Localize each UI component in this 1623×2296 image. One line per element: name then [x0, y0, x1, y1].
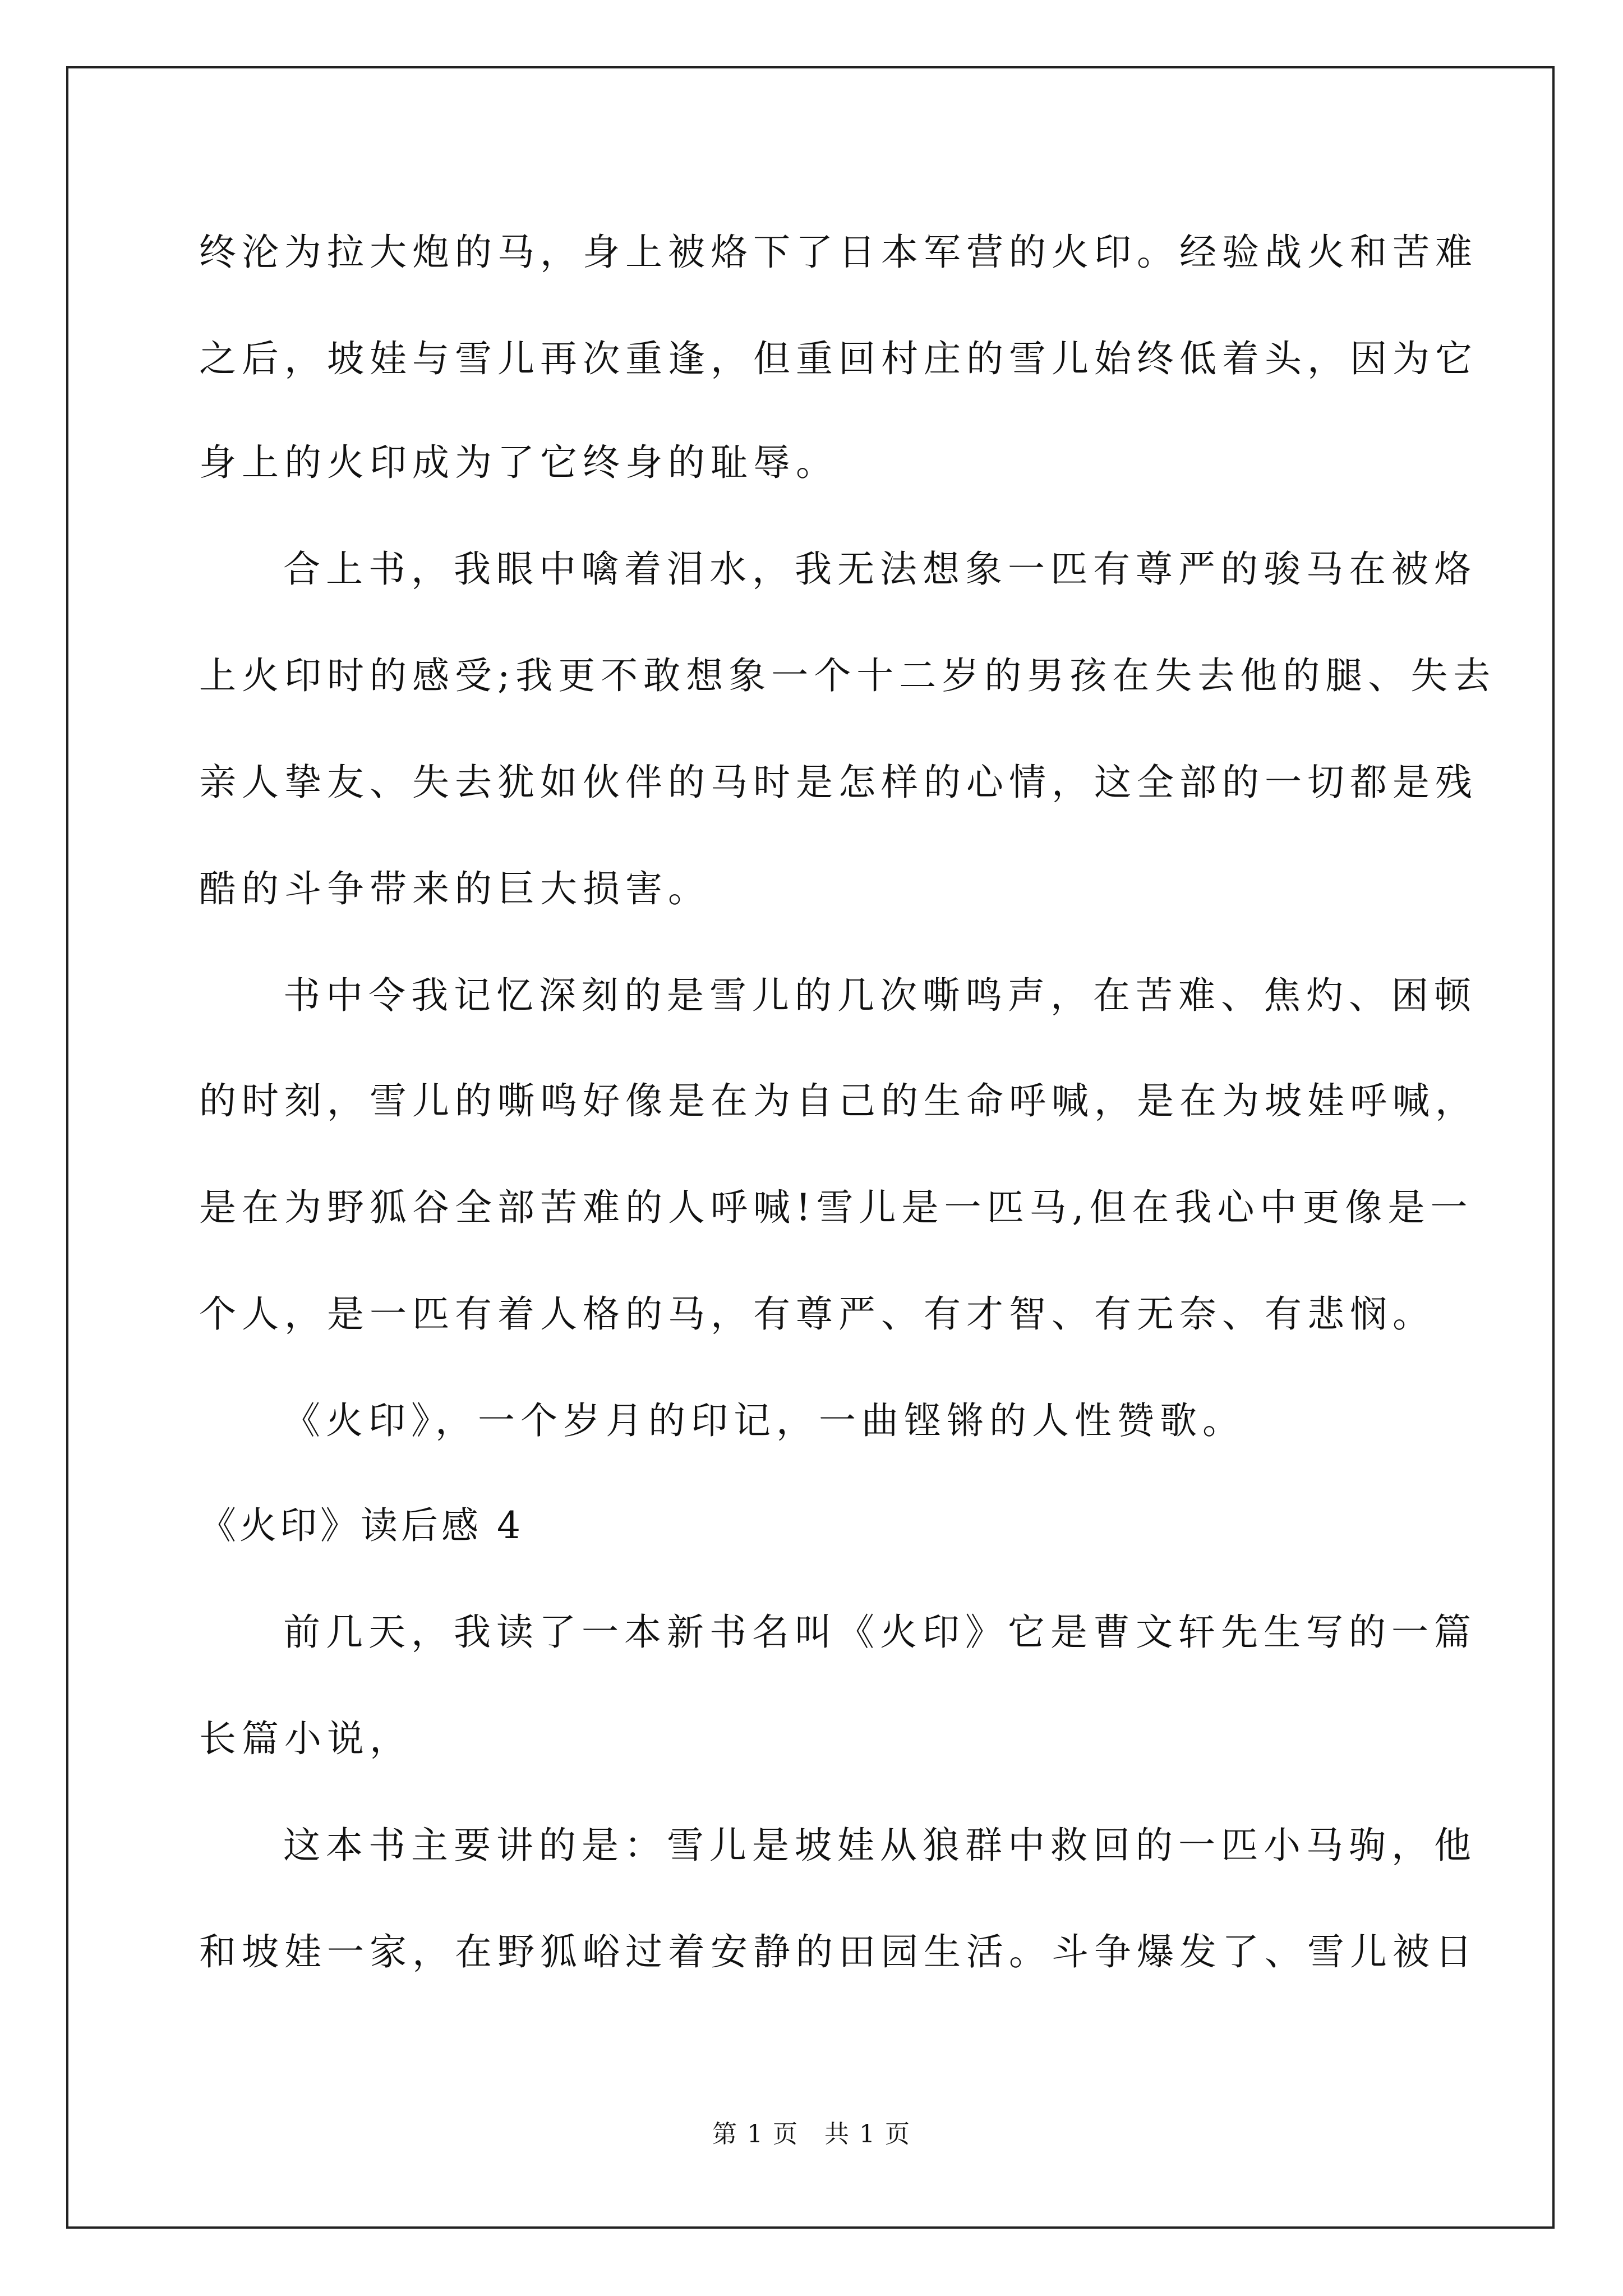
section-heading: 《火印》读后感 4 — [199, 1504, 524, 1547]
text-line: 长篇小说， — [199, 1717, 412, 1760]
paragraph-first-line: 合上书，我眼中噙着泪水，我无法想象一匹有尊严的骏马在被烙 — [283, 547, 1477, 591]
text-line: 个人，是一匹有着人格的马，有尊严、有才智、有无奈、有悲悯。 — [199, 1292, 1435, 1336]
paragraph-first-line: 书中令我记忆深刻的是雪儿的几次嘶鸣声，在苦难、焦灼、困顿 — [283, 974, 1477, 1017]
text-line: 上火印时的感受;我更不敢想象一个十二岁的男孩在失去他的腿、失去 — [199, 654, 1496, 697]
text-line: 是在为野狐谷全部苦难的人呼喊!雪儿是一匹马,但在我心中更像是一 — [199, 1186, 1473, 1229]
text-line: 之后，坡娃与雪儿再次重逢，但重回村庄的雪儿始终低着头，因为它 — [199, 337, 1478, 380]
text-line: 身上的火印成为了它终身的耻辱。 — [199, 441, 838, 484]
text-line: 终沦为拉大炮的马，身上被烙下了日本军营的火印。经验战火和苦难 — [199, 231, 1478, 274]
text-line: 酷的斗争带来的巨大损害。 — [199, 867, 711, 910]
text-line: 的时刻，雪儿的嘶鸣好像是在为自己的生命呼喊，是在为坡娃呼喊， — [199, 1079, 1478, 1122]
paragraph-first-line: 这本书主要讲的是：雪儿是坡娃从狼群中救回的一匹小马驹，他 — [283, 1824, 1477, 1867]
page-footer: 第 1 页 共 1 页 — [712, 2120, 911, 2148]
paragraph-first-line: 前几天，我读了一本新书名叫《火印》它是曹文轩先生写的一篇 — [283, 1611, 1477, 1654]
text-line: 和坡娃一家，在野狐峪过着安静的田园生活。斗争爆发了、雪儿被日 — [199, 1930, 1478, 1973]
page-border — [66, 66, 1555, 2229]
text-line: 亲人挚友、失去犹如伙伴的马时是怎样的心情，这全部的一切都是残 — [199, 761, 1478, 804]
paragraph-first-line: 《火印》，一个岁月的印记，一曲铿锵的人性赞歌。 — [283, 1399, 1245, 1442]
